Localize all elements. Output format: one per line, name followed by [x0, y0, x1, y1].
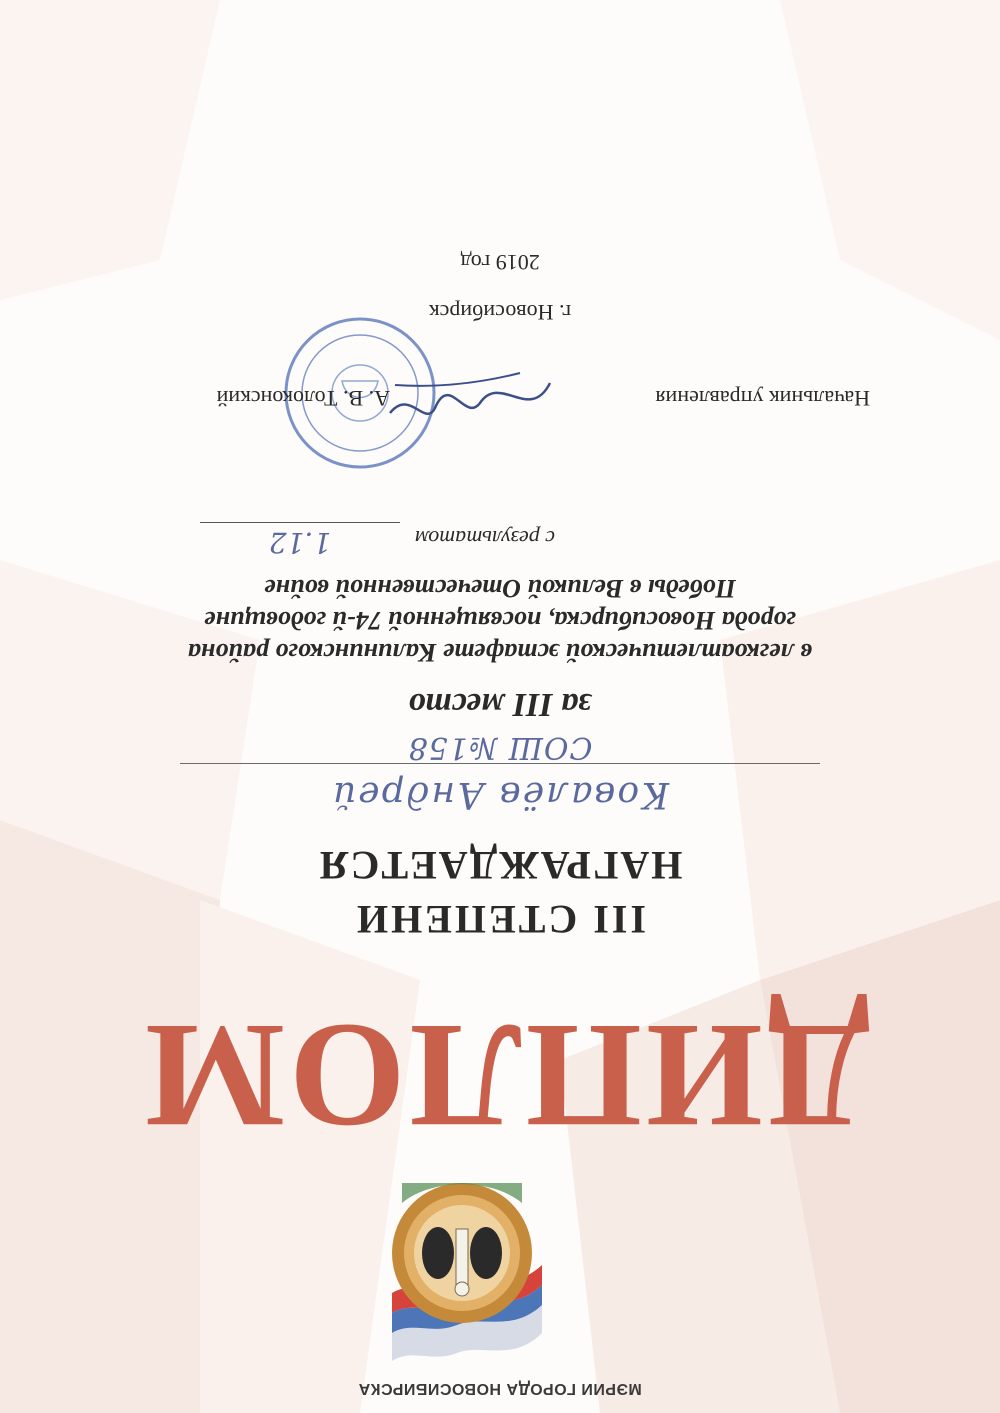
signature-row	[130, 323, 870, 443]
event-description	[120, 572, 880, 668]
result-value: 1.12	[268, 526, 332, 559]
event-line: города Новосибирска, посвященной 74-й годовщине	[204, 606, 796, 635]
novosibirsk-coat-of-arms-icon	[382, 1173, 552, 1373]
result-underline	[200, 522, 400, 523]
diploma-title: ДИПЛОМ	[139, 993, 870, 1159]
event-line: Победы в Великой Отечественной войне	[264, 574, 736, 603]
year-text: 2019 год	[460, 250, 540, 275]
city-text: г. Новосибирск	[428, 300, 572, 325]
diploma-degree: III СТЕПЕНИ	[354, 897, 646, 942]
result-row	[180, 509, 820, 559]
signatory-title: Начальник управления	[655, 386, 870, 411]
recipient-school: СОШ №158	[407, 730, 593, 765]
signatory-name: А. В. Толоконский	[216, 386, 390, 411]
handwritten-signature	[380, 353, 560, 443]
recipient-name: Ковалёв Андрей	[331, 774, 669, 815]
place-text: за III место	[408, 686, 592, 723]
result-label: с результатом	[415, 526, 555, 551]
organization-header: МЭРИИ ГОРОДА НОВОСИБИРСКА	[358, 1380, 642, 1397]
awarded-label: НАГРАЖДАЕТСЯ	[317, 843, 683, 888]
event-line: в легкоатлетической эстафете Калининского района	[187, 638, 813, 667]
